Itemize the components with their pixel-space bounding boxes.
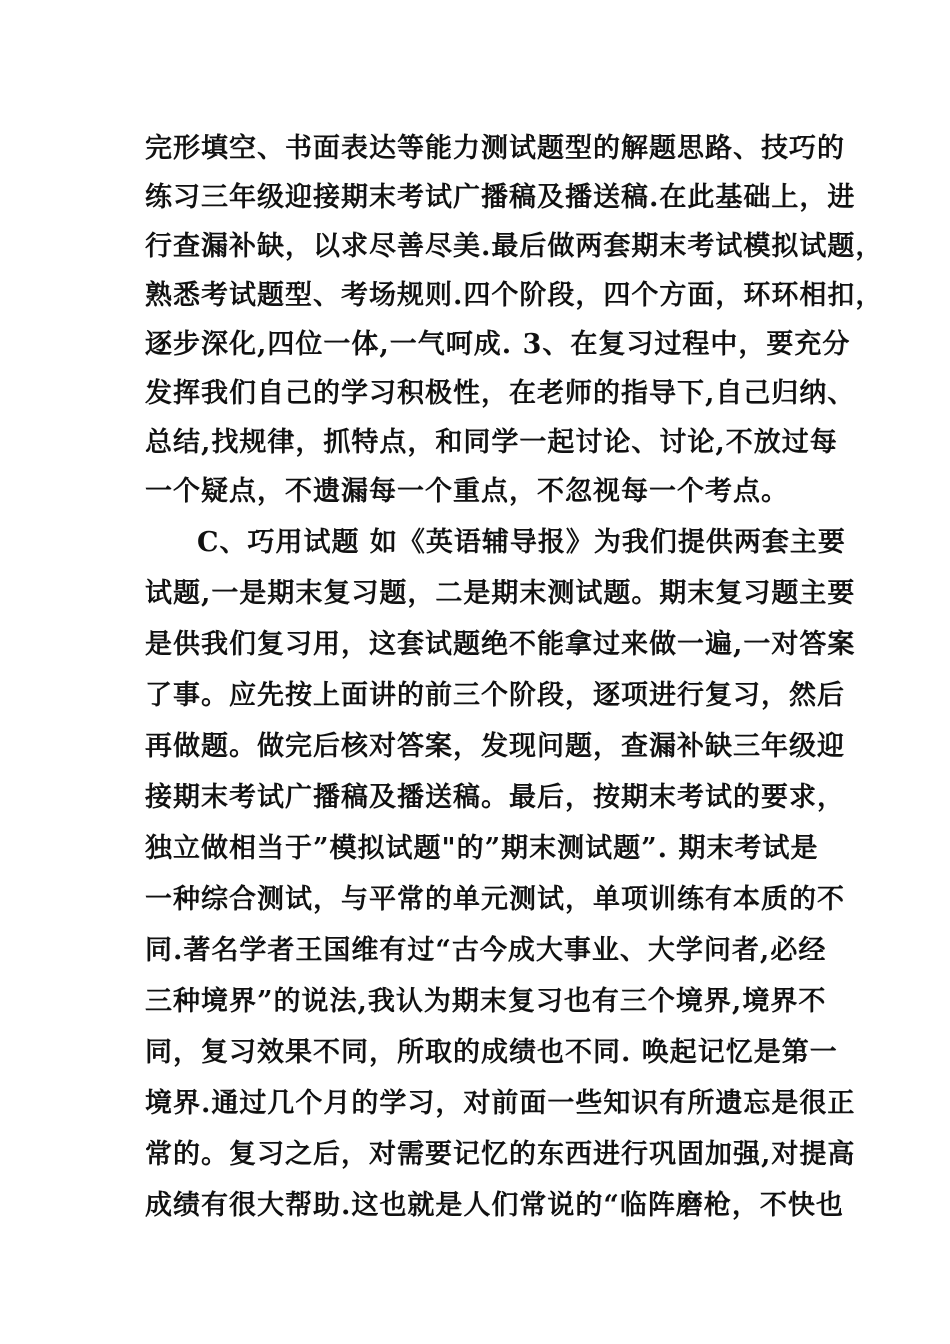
- text-line: 熟悉考试题型、考场规则.四个阶段，四个方面，环环相扣，: [145, 280, 884, 311]
- text-line: 境界.通过几个月的学习，对前面一些知识有所遗忘是很正: [145, 1088, 856, 1119]
- text-line: 同，复习效果不同，所取的成绩也不同. 唤起记忆是第一: [145, 1037, 838, 1068]
- text-line: 一种综合测试，与平常的单元测试，单项训练有本质的不: [145, 884, 845, 915]
- text-line: 试题,一是期末复习题，二是期末测试题。期末复习题主要: [145, 578, 856, 609]
- text-line: 三种境界”的说法,我认为期末复习也有三个境界,境界不: [145, 986, 827, 1017]
- text-line: 总结,找规律，抓特点，和同学一起讨论、讨论,不放过每: [145, 427, 838, 458]
- text-line: 是供我们复习用，这套试题绝不能拿过来做一遍,一对答案: [145, 629, 856, 660]
- text-line: 独立做相当于”模拟试题"的”期末测试题”. 期末考试是: [145, 833, 819, 864]
- text-line: 练习三年级迎接期末考试广播稿及播送稿.在此基础上，进: [145, 182, 856, 213]
- text-line: 接期末考试广播稿及播送稿。最后，按期末考试的要求，: [145, 782, 845, 813]
- text-line: 行查漏补缺，以求尽善尽美.最后做两套期末考试模拟试题，: [145, 231, 884, 262]
- paragraph-start-line: C、巧用试题 如《英语辅导报》为我们提供两套主要: [197, 527, 846, 558]
- text-line: 完形填空、书面表达等能力测试题型的解题思路、技巧的: [145, 133, 845, 164]
- text-line: 逐步深化,四位一体,一气呵成. 3、在复习过程中，要充分: [145, 329, 851, 360]
- text-line: 常的。复习之后，对需要记忆的东西进行巩固加强,对提高: [145, 1139, 856, 1170]
- text-line: 一个疑点，不遗漏每一个重点，不忽视每一个考点。: [145, 476, 789, 507]
- text-line: 了事。应先按上面讲的前三个阶段，逐项进行复习，然后: [145, 680, 845, 711]
- text-line: 成绩有很大帮助.这也就是人们常说的“临阵磨枪，不快也: [145, 1190, 844, 1221]
- text-line: 同.著名学者王国维有过“古今成大事业、大学问者,必经: [145, 935, 827, 966]
- text-line: 发挥我们自己的学习积极性，在老师的指导下,自己归纳、: [145, 378, 856, 409]
- text-line: 再做题。做完后核对答案，发现问题，查漏补缺三年级迎: [145, 731, 845, 762]
